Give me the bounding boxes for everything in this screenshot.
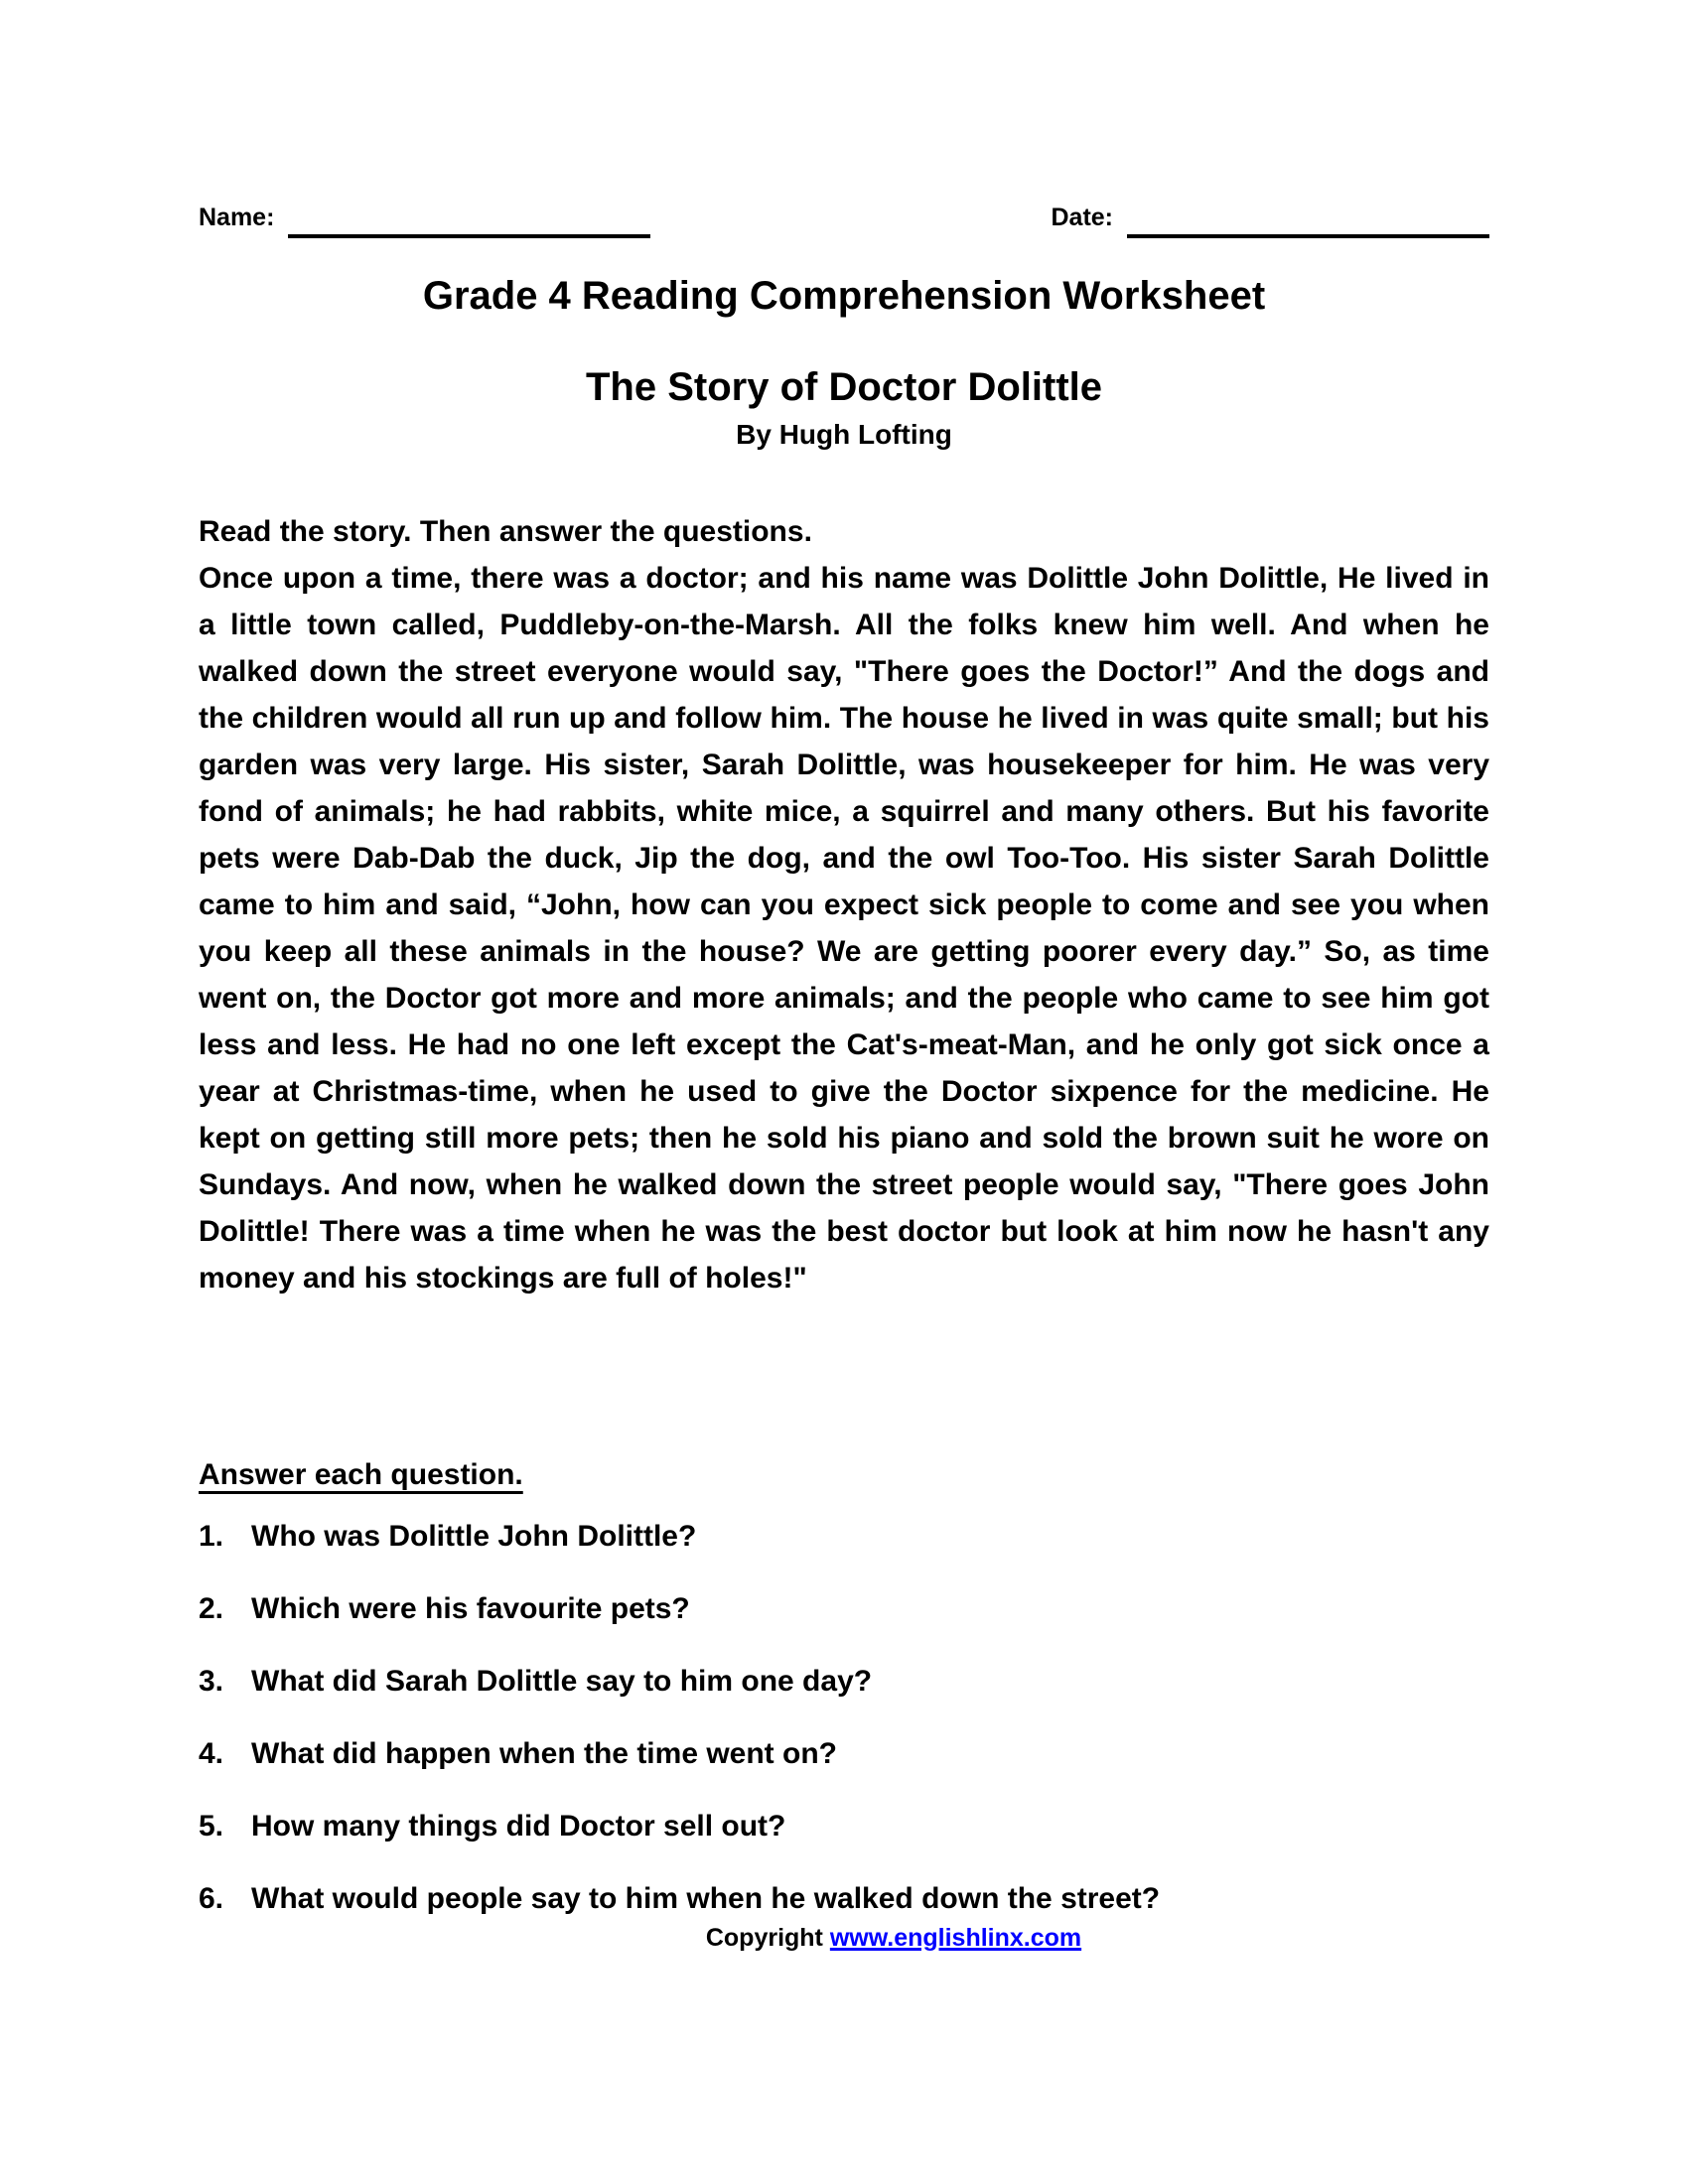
copyright-label: Copyright [705,1924,830,1952]
worksheet-title: Grade 4 Reading Comprehension Worksheet [422,274,1266,318]
question-number: 3. [199,1665,224,1698]
question-text: What did happen when the time went on? [251,1737,837,1770]
name-label: Name: [199,204,275,231]
story-text: Once upon a time, there was a doctor; and his name was Dolittle John Dolittle, He lived in a little town called, Puddleby-on-the-Marsh. All the folks knew him well. And when he walked down the street everyone would say, "There goes the Doctor!” And the dogs and the children would all run up and follow him. The house he lived in was quite small; but his garden was very large. His sister, Sarah Dolittle, was housekeeper for him. He was very fond of animals; he had rabbits, white mice, a squirrel and many others. But his favorite pets were Dab-Dab the duck, Jip the dog, and the owl Too-Too. His sister Sarah Dolittle came to him and said, “John, how can you expect sick people to come and see you when you keep all these animals in the house? We are getting poorer every day.” So, as time went on, the Doctor got more and more animals; and the people who came to see him got less and less. He had no one left except the Cat's-meat-Man, and he only got sick once a year at Christmas-time, when he used to give the Doctor sixpence for the medicine. He kept on getting still more pets; then he sold his piano and sold the brown suit he wore on Sundays. And now, when he walked down the street people would say, "There goes John Dolittle! There was a time when he was the best doctor but look at him now he hasn't any money and his stockings are full of holes!" [199,562,1489,1295]
story-byline: By Hugh Lofting [736,419,952,450]
name-blank-line [288,201,650,238]
question-list [199,1513,1489,1948]
question-text: Which were his favourite pets? [251,1592,690,1625]
question-number: 6. [199,1882,224,1915]
header-row [199,201,1489,238]
question-text: What would people say to him when he walked down the street? [251,1882,1161,1915]
date-blank-line [1127,201,1489,238]
copyright-link[interactable]: www.englishlinx.com [829,1924,1082,1952]
question-number: 2. [199,1592,224,1625]
question-item-1 [199,1513,1489,1560]
answer-section-heading: Answer each question. [199,1458,523,1491]
question-number: 1. [199,1520,224,1553]
question-item-5 [199,1803,1489,1849]
story-instruction: Read the story. Then answer the questions. [199,515,812,548]
question-item-2 [199,1585,1489,1632]
name-field [199,201,650,238]
question-number: 5. [199,1810,224,1843]
question-item-3 [199,1658,1489,1705]
question-number: 4. [199,1737,224,1770]
question-item-6 [199,1875,1489,1922]
copyright-line [0,1922,1688,1955]
date-label: Date: [1051,204,1113,231]
story-block [199,508,1489,1301]
date-field [1051,201,1489,238]
question-text: How many things did Doctor sell out? [251,1810,786,1843]
question-item-4 [199,1730,1489,1777]
question-text: Who was Dolittle John Dolittle? [251,1520,697,1553]
question-text: What did Sarah Dolittle say to him one day? [251,1665,873,1698]
story-title: The Story of Doctor Dolittle [586,365,1102,409]
